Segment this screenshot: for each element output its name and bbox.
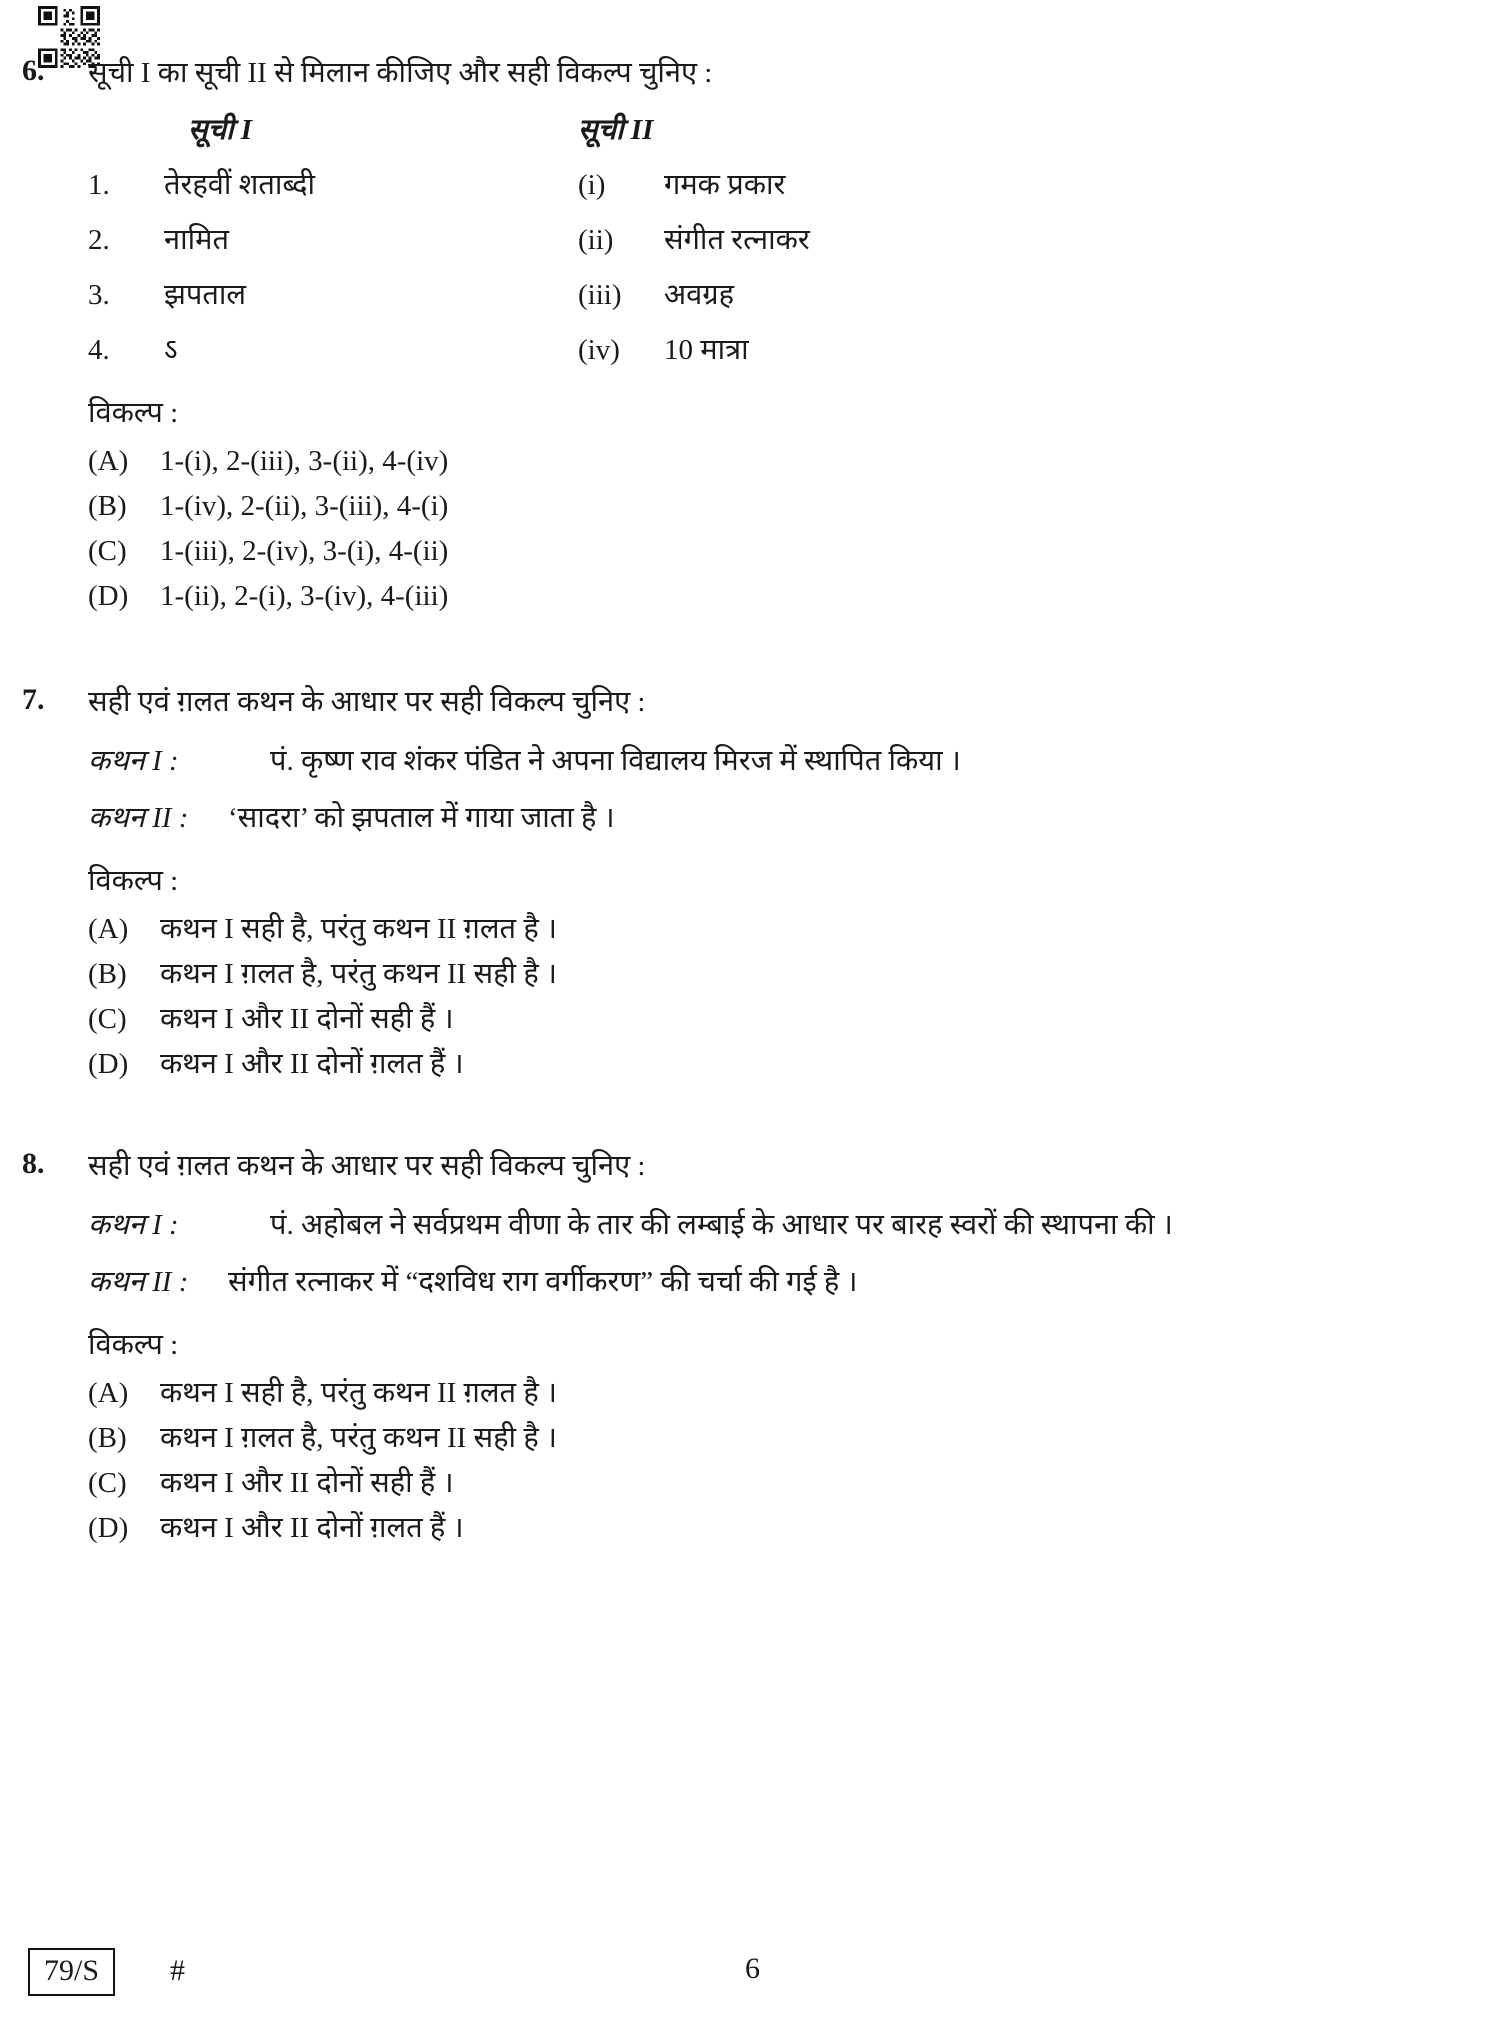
right-text: गमक प्रकार bbox=[664, 169, 786, 202]
option-d[interactable] bbox=[88, 1050, 1415, 1079]
match-row bbox=[88, 164, 1415, 203]
match-row bbox=[88, 274, 1415, 313]
right-text: 10 मात्रा bbox=[664, 334, 749, 367]
option-text: कथन I और II दोनों ग़लत हैं । bbox=[160, 1512, 464, 1545]
question-number: 8. bbox=[22, 1147, 45, 1181]
match-row bbox=[88, 219, 1415, 258]
statement-2 bbox=[88, 1261, 1415, 1300]
right-number: (i) bbox=[578, 169, 606, 202]
option-b[interactable] bbox=[88, 492, 1415, 521]
option-text: कथन I और II दोनों सही हैं । bbox=[160, 1003, 454, 1036]
statement-key: कथन I : bbox=[88, 745, 179, 778]
option-label: (D) bbox=[88, 1048, 129, 1081]
option-b[interactable] bbox=[88, 960, 1415, 989]
question-stem: सूची I का सूची II से मिलान कीजिए और सही विकल्प चुनिए : bbox=[88, 57, 713, 89]
statement-text: ‘सादरा’ को झपताल में गाया जाता है । bbox=[228, 802, 615, 835]
options-list bbox=[88, 1379, 1415, 1543]
paper-code: 79/S bbox=[28, 1948, 115, 1996]
option-label: (A) bbox=[88, 913, 129, 946]
options-label: विकल्प : bbox=[88, 397, 179, 430]
question-stem: सही एवं ग़लत कथन के आधार पर सही विकल्प चुनिए : bbox=[88, 1150, 646, 1183]
option-text: 1-(ii), 2-(i), 3-(iv), 4-(iii) bbox=[160, 580, 449, 613]
statement-1 bbox=[88, 740, 1415, 779]
option-label: (B) bbox=[88, 958, 127, 991]
hash-mark: # bbox=[170, 1954, 185, 1987]
option-label: (A) bbox=[88, 445, 129, 478]
option-text: कथन I सही है, परंतु कथन II ग़लत है । bbox=[160, 1377, 557, 1410]
left-text: नामित bbox=[164, 224, 229, 257]
option-text: कथन I और II दोनों सही हैं । bbox=[160, 1467, 454, 1500]
option-label: (C) bbox=[88, 535, 127, 568]
statement-text: पं. कृष्ण राव शंकर पंडित ने अपना विद्यालय मिरज में स्थापित किया । bbox=[270, 745, 961, 778]
options-list bbox=[88, 447, 1415, 611]
left-number: 3. bbox=[88, 279, 110, 312]
option-a[interactable] bbox=[88, 1379, 1415, 1408]
match-row bbox=[88, 329, 1415, 368]
option-d[interactable] bbox=[88, 1514, 1415, 1543]
statement-1 bbox=[88, 1204, 1415, 1243]
right-number: (ii) bbox=[578, 224, 614, 257]
statement-text: पं. अहोबल ने सर्वप्रथम वीणा के तार की लम्बाई के आधार पर बारह स्वरों की स्थापना की । bbox=[270, 1209, 1173, 1242]
option-c[interactable] bbox=[88, 1469, 1415, 1498]
page-number: 6 bbox=[745, 1952, 760, 1985]
right-number: (iv) bbox=[578, 334, 620, 367]
question-number: 7. bbox=[22, 683, 45, 717]
spacer bbox=[0, 1095, 1505, 1147]
option-a[interactable] bbox=[88, 447, 1415, 476]
spacer bbox=[0, 627, 1505, 683]
left-text: झपताल bbox=[164, 279, 247, 312]
option-label: (A) bbox=[88, 1377, 129, 1410]
option-c[interactable] bbox=[88, 537, 1415, 566]
question-8 bbox=[0, 1147, 1505, 1543]
options-label: विकल्प : bbox=[88, 1329, 179, 1362]
option-text: कथन I ग़लत है, परंतु कथन II सही है । bbox=[160, 1422, 557, 1455]
option-text: 1-(iii), 2-(iv), 3-(i), 4-(ii) bbox=[160, 535, 449, 568]
option-label: (B) bbox=[88, 1422, 127, 1455]
option-label: (D) bbox=[88, 1512, 129, 1545]
left-text: तेरहवीं शताब्दी bbox=[164, 169, 316, 202]
list-2-header: सूची II bbox=[578, 114, 654, 147]
option-label: (D) bbox=[88, 580, 129, 613]
option-d[interactable] bbox=[88, 582, 1415, 611]
option-a[interactable] bbox=[88, 915, 1415, 944]
option-label: (B) bbox=[88, 490, 127, 523]
right-text: अवग्रह bbox=[664, 279, 735, 312]
option-text: कथन I ग़लत है, परंतु कथन II सही है । bbox=[160, 958, 557, 991]
option-text: कथन I और II दोनों ग़लत हैं । bbox=[160, 1048, 464, 1081]
option-text: 1-(i), 2-(iii), 3-(ii), 4-(iv) bbox=[160, 445, 449, 478]
page-footer bbox=[0, 1948, 1505, 2008]
question-number: 6. bbox=[22, 54, 45, 87]
question-6 bbox=[0, 54, 1505, 611]
option-text: कथन I सही है, परंतु कथन II ग़लत है । bbox=[160, 913, 557, 946]
options-label: विकल्प : bbox=[88, 865, 179, 898]
right-text: संगीत रत्नाकर bbox=[664, 224, 810, 257]
statement-key: कथन II : bbox=[88, 802, 189, 835]
question-7 bbox=[0, 683, 1505, 1079]
left-number: 2. bbox=[88, 224, 110, 257]
list-1-header: सूची I bbox=[188, 114, 253, 147]
statement-key: कथन II : bbox=[88, 1266, 189, 1299]
option-b[interactable] bbox=[88, 1424, 1415, 1453]
statement-text: संगीत रत्नाकर में “दशविध राग वर्गीकरण” की चर्चा की गई है । bbox=[228, 1266, 858, 1299]
left-number: 4. bbox=[88, 334, 110, 367]
option-label: (C) bbox=[88, 1467, 127, 1500]
option-text: 1-(iv), 2-(ii), 3-(iii), 4-(i) bbox=[160, 490, 449, 523]
right-number: (iii) bbox=[578, 279, 622, 312]
options-list bbox=[88, 915, 1415, 1079]
statement-2 bbox=[88, 797, 1415, 836]
question-stem: सही एवं ग़लत कथन के आधार पर सही विकल्प चुनिए : bbox=[88, 686, 646, 719]
match-list-headers bbox=[88, 109, 1415, 148]
questions-container bbox=[0, 54, 1505, 1559]
left-text: ऽ bbox=[164, 334, 178, 367]
option-c[interactable] bbox=[88, 1005, 1415, 1034]
left-number: 1. bbox=[88, 169, 110, 202]
statement-key: कथन I : bbox=[88, 1209, 179, 1242]
option-label: (C) bbox=[88, 1003, 127, 1036]
